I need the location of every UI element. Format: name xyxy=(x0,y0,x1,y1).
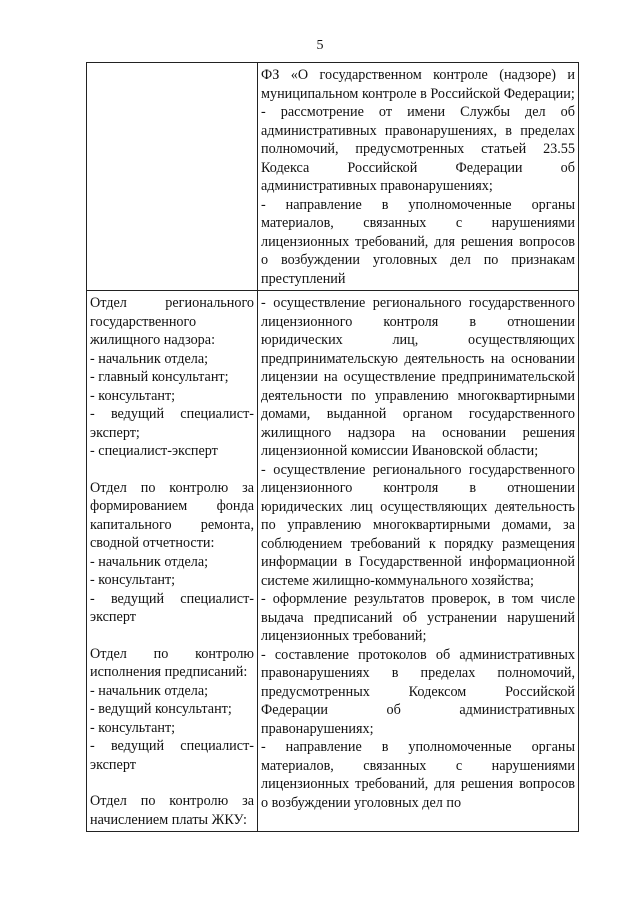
position-item: - специалист-эксперт xyxy=(90,443,218,459)
duty-paragraph: - составление протоколов об административных правонарушениях в пределах полномочий, предусмотренных Кодексом Российской Федерации об административных правонарушениях; xyxy=(261,646,575,737)
position-item: - ведущий специалист-эксперт; xyxy=(90,406,254,441)
department-title: Отдел по контролю исполнения предписаний: xyxy=(90,645,254,680)
position-item: - консультант; xyxy=(90,719,176,736)
table-row xyxy=(87,63,579,291)
department-block xyxy=(90,294,254,461)
duty-paragraph: - осуществление регионального государственного лицензионного контроля в отношении юридических лиц осуществляющих деятельность по управлению многоквартирными домами, за соблюдением требований к порядку размещения информации в Государственной информационной системе жилищно-коммунального хозяйства; xyxy=(261,461,575,589)
duty-paragraph: - рассмотрение от имени Службы дел об административных правонарушениях, в пределах полномочий, предусмотренных статьей 23.55 Кодекса Российской Федерации об административных правонарушениях; xyxy=(261,104,575,194)
unit-cell xyxy=(87,291,258,832)
duty-paragraph: - направление в уполномоченные органы материалов, связанных с нарушениями лицензионных требований, для решения вопросов о возбуждении уголовных дел по признакам преступлений xyxy=(261,196,575,287)
department-title: Отдел регионального государственного жилищного надзора: xyxy=(90,295,254,348)
position-item: - начальник отдела; xyxy=(90,553,209,570)
table-row xyxy=(87,291,579,832)
department-block xyxy=(90,645,254,775)
unit-cell xyxy=(87,63,258,291)
duties-cell xyxy=(258,291,579,832)
position-item: - консультант; xyxy=(90,572,176,588)
duties-cell xyxy=(258,63,579,291)
position-item: - ведущий консультант; xyxy=(90,701,232,717)
position-item: - главный консультант; xyxy=(90,369,229,385)
department-block xyxy=(90,479,254,627)
position-item: - начальник отдела; xyxy=(90,350,209,367)
position-item: - начальник отдела; xyxy=(90,682,209,699)
duty-paragraph: - осуществление регионального государственного лицензионного контроля в отношении юридических лиц, осуществляющих предпринимательскую деятельность на основании лицензии на осуществление предпринимательской деятельности по управлению многоквартирными домами, выданной органом государственного жилищного надзора на основании решения лицензионной комиссии Ивановской области; xyxy=(261,295,575,459)
page-number: 5 xyxy=(316,38,324,53)
duties-table xyxy=(86,62,579,832)
department-title: Отдел по контролю за формированием фонда капитального ремонта, сводной отчетности: xyxy=(90,479,254,551)
position-item: - ведущий специалист-эксперт xyxy=(90,590,254,625)
position-item: - консультант; xyxy=(90,387,176,404)
department-title: Отдел по контролю за начислением платы ЖКУ: xyxy=(90,793,254,828)
position-item: - ведущий специалист-эксперт xyxy=(90,738,254,773)
duty-paragraph: - направление в уполномоченные органы материалов, связанных с нарушениями лицензионных требований, для решения вопросов о возбуждении уголовных дел по xyxy=(261,739,575,811)
duty-paragraph: ФЗ «О государственном контроле (надзоре) и муниципальном контроле в Российской Федерации; xyxy=(261,67,575,102)
department-block xyxy=(90,792,254,829)
duty-paragraph: - оформление результатов проверок, в том числе выдача предписаний об устранении нарушений лицензионных требований; xyxy=(261,591,575,644)
